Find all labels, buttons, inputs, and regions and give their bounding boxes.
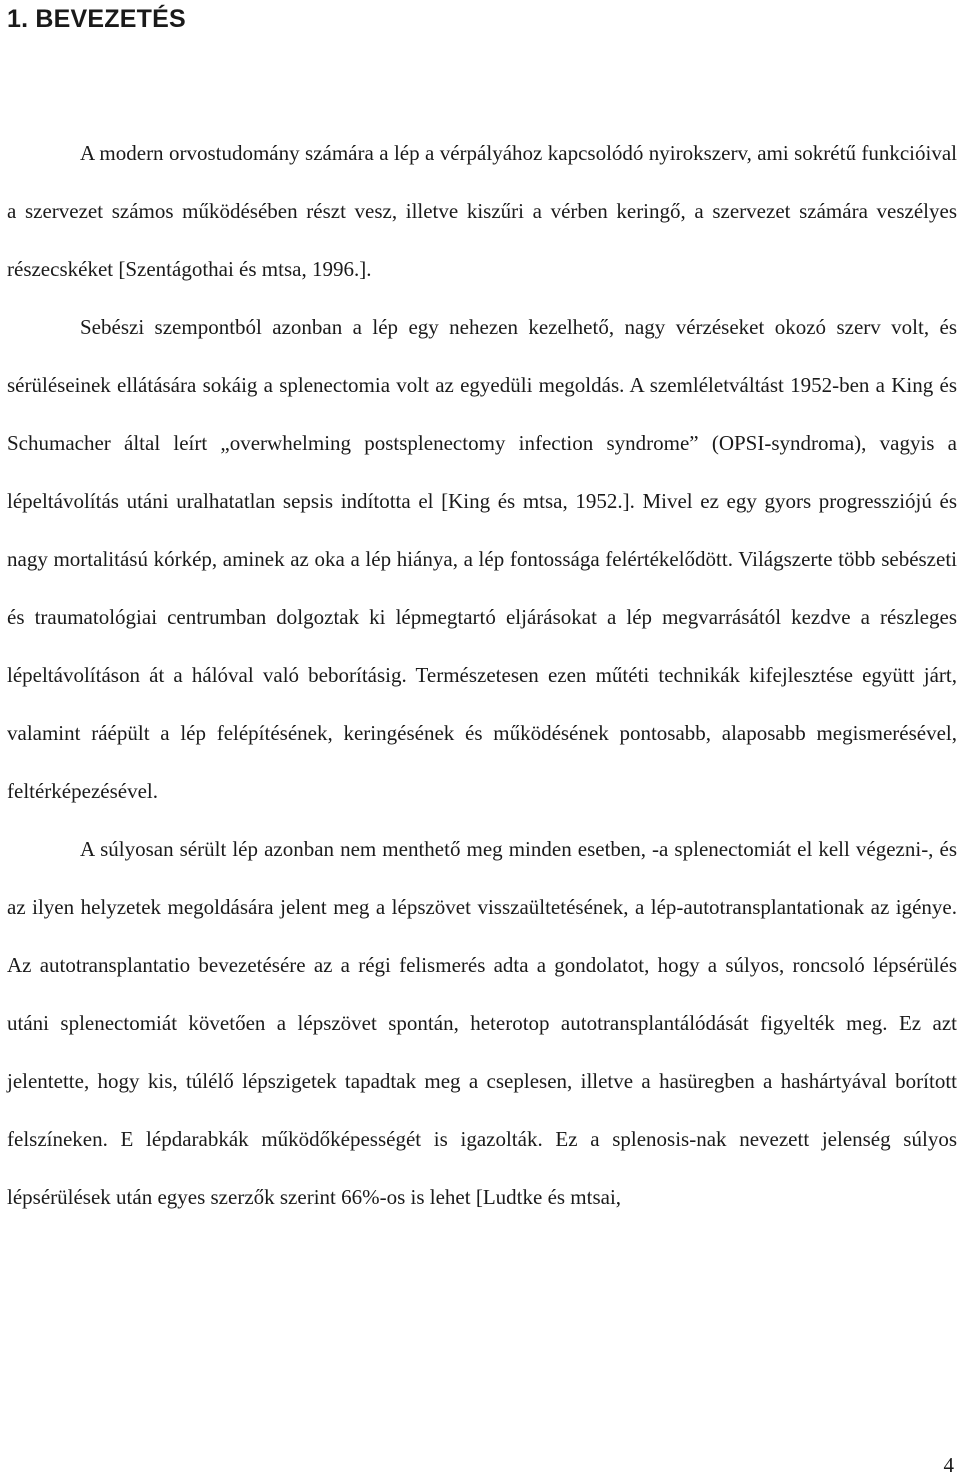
page-number: 4 [943,1453,954,1477]
paragraph-autotransplantation: A súlyosan sérült lép azonban nem menthető meg minden esetben, -a splenectomiát el kell végezni-, és az ilyen helyzetek megoldására jelent meg a lépszövet visszaültetésének, a lép-autotransplantationak az igénye. Az autotransplantatio bevezetésére az a régi felismerés adta a gondolatot, hogy a súlyos, roncsoló lépsérülés utáni splenectomiát követően a lépszövet spontán, heterotop autotransplantálódását figyelték meg. Ez azt jelentette, hogy kis, túlélő lépszigetek tapadtak meg a cseplesen, illetve a hasüregben a hashártyával borított felszíneken. E lépdarabkák működőképességét is igazolták. Ez a splenosis-nak nevezett jelenség súlyos lépsérülések után egyes szerzők szerint 66%-os is lehet [Ludtke és mtsai, [7,837,957,1209]
section-heading: 1. BEVEZETÉS [7,5,186,33]
paragraph-surgery: Sebészi szempontból azonban a lép egy nehezen kezelhető, nagy vérzéseket okozó szerv volt, és sérüléseinek ellátására sokáig a splenectomia volt az egyedüli megoldás. A szemléletváltást 1952-ben a King és Schumacher által leírt „overwhelming postsplenectomy infection syndrome” (OPSI-syndroma), vagyis a lépeltávolítás utáni uralhatatlan sepsis indította el [King és mtsa, 1952.]. Mivel ez egy gyors progressziójú és nagy mortalitású kórkép, aminek az oka a lép hiánya, a lép fontossága felértékelődött. Világszerte több sebészeti és traumatológiai centrumban dolgoztak ki lépmegtartó eljárásokat a lép megvarrásától kezdve a részleges lépeltávolításon át a hálóval való beborításig. Természetesen ezen műtéti technikák kifejlesztése együtt járt, valamint ráépült a lép felépítésének, keringésének és működésének pontosabb, alaposabb megismerésével, feltérképezésével. [7,315,957,803]
body-text [7,124,957,1226]
paragraph-intro: A modern orvostudomány számára a lép a vérpályához kapcsolódó nyirokszerv, ami sokrétű funkcióival a szervezet számos működésében részt vesz, illetve kiszűri a vérben keringő, a szervezet számára veszélyes részecskéket [Szentágothai és mtsa, 1996.]. [7,141,957,281]
